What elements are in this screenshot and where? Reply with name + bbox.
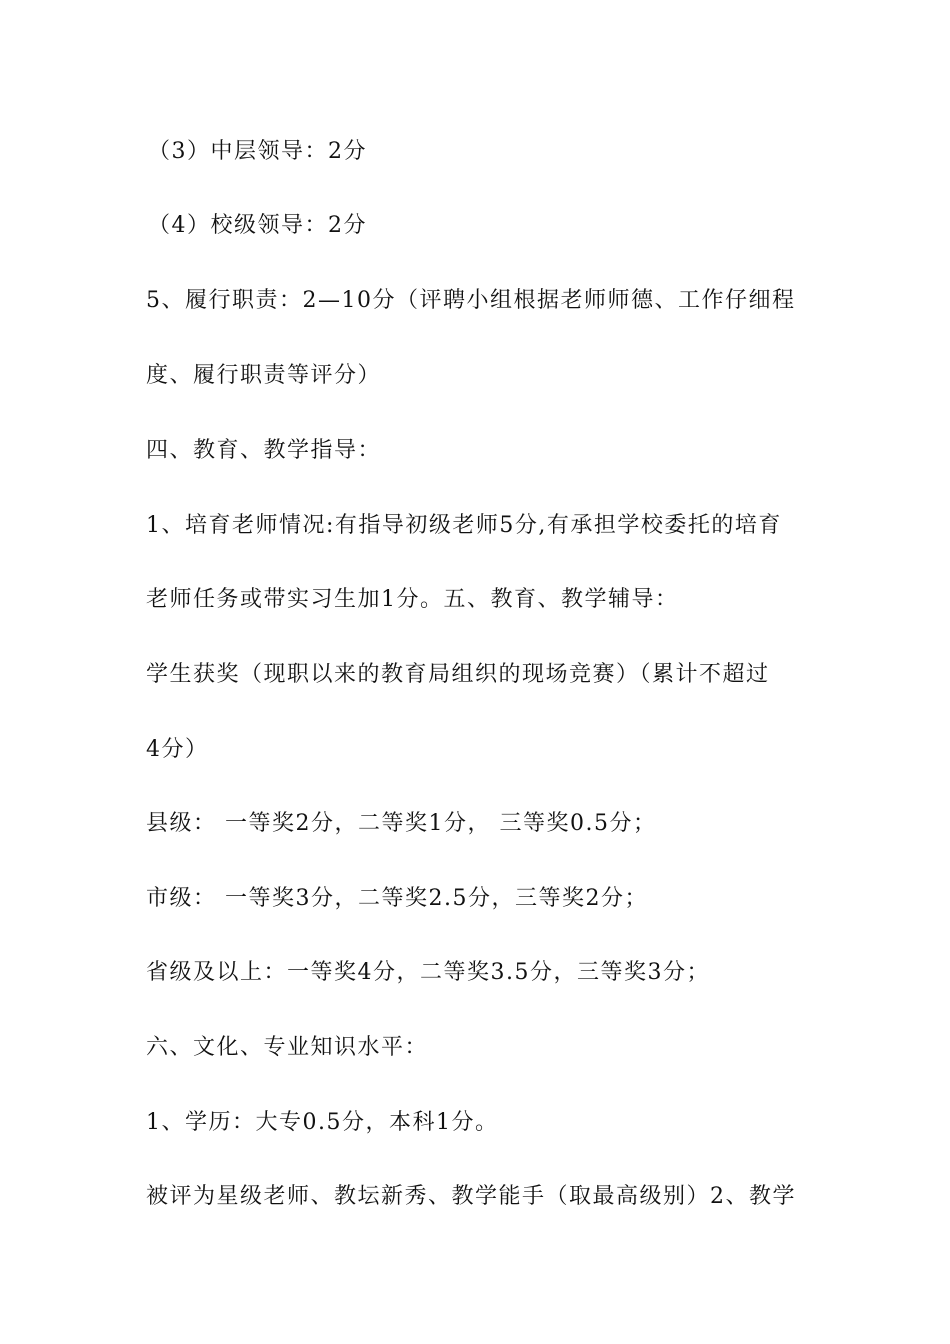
text-line: 被评为星级老师、教坛新秀、教学能手（取最高级别）2、教学 xyxy=(146,1184,796,1209)
text-line: 1、学历：大专0.5分，本科1分。 xyxy=(146,1110,499,1135)
text-line: 县级： 一等奖2分，二等奖1分， 三等奖0.5分； xyxy=(146,811,657,836)
text-line: （3）中层领导：2分 xyxy=(148,139,367,164)
text-line: 1、培育老师情况:有指导初级老师5分,有承担学校委托的培育 xyxy=(146,513,782,538)
text-line: 4分） xyxy=(146,737,209,762)
section-heading: 六、文化、专业知识水平： xyxy=(146,1035,429,1060)
text-line: 学生获奖（现职以来的教育局组织的现场竞赛）（累计不超过 xyxy=(146,662,770,687)
text-line: 度、履行职责等评分） xyxy=(146,363,382,388)
text-line: （4）校级领导：2分 xyxy=(148,213,367,238)
text-line: 省级及以上：一等奖4分，二等奖3.5分，三等奖3分； xyxy=(146,960,710,985)
text-line: 市级： 一等奖3分，二等奖2.5分，三等奖2分； xyxy=(146,886,648,911)
section-heading: 四、教育、教学指导： xyxy=(146,438,382,463)
text-line: 老师任务或带实习生加1分。五、教育、教学辅导： xyxy=(146,587,679,612)
text-line: 5、履行职责：2—10分（评聘小组根据老师师德、工作仔细程 xyxy=(146,288,796,313)
